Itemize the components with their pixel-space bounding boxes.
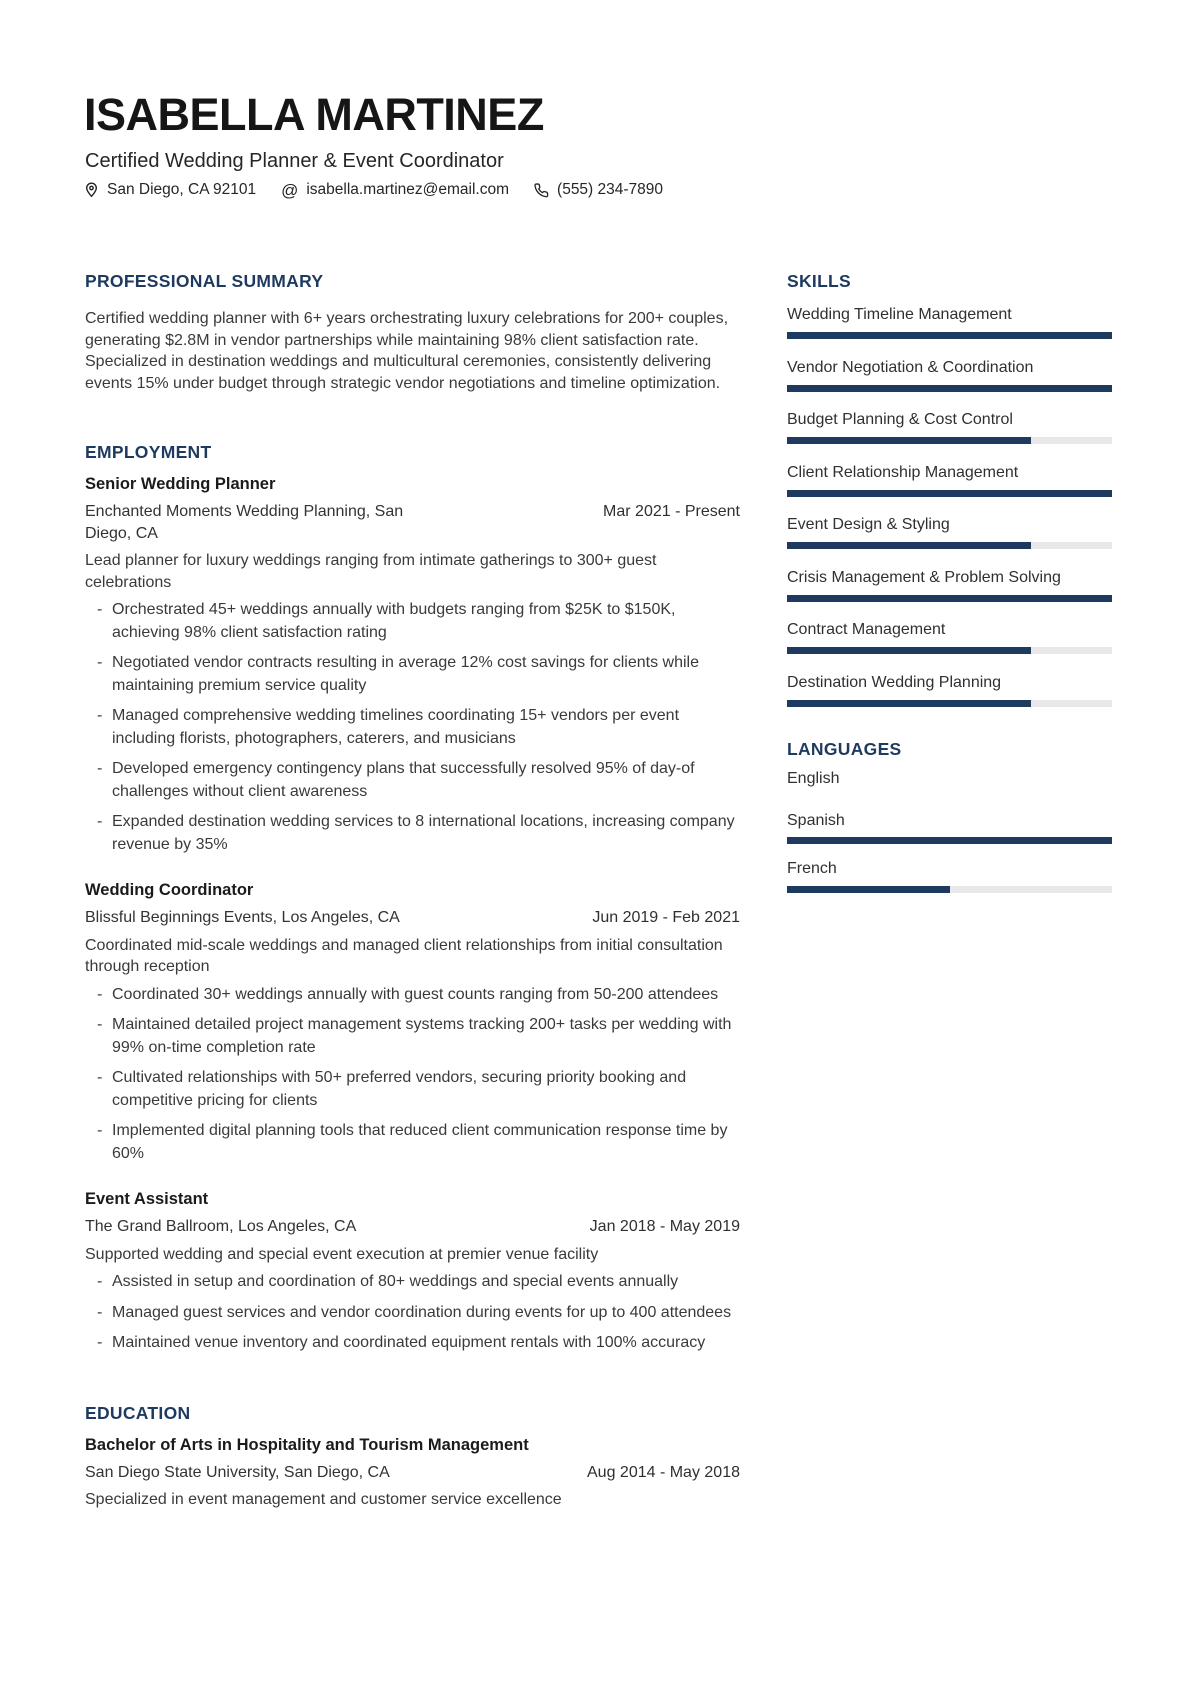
main-column <box>85 271 740 1511</box>
skill-label: Wedding Timeline Management <box>787 306 1012 323</box>
skill-bar <box>787 700 1112 707</box>
bullet-text: Managed comprehensive wedding timelines coordinating 15+ vendors per event including florists, photographers, caterers, and musicians <box>112 707 680 747</box>
skill-bar-fill <box>787 490 1112 497</box>
job-title: Wedding Coordinator <box>85 881 254 899</box>
summary-text: Certified wedding planner with 6+ years orchestrating luxury celebrations for 200+ couples, generating $2.8M in vendor partnerships while maintaining 98% client satisfaction rate. Specialized in destination weddings and multicultural ceremonies, consistently delivering events 15% under budget through strategic vendor negotiations and timeline optimization. <box>85 310 729 392</box>
skill-bar-fill <box>787 385 1112 392</box>
job-company: The Grand Ballroom, Los Angeles, CA <box>85 1218 357 1235</box>
bullet-text: Orchestrated 45+ weddings annually with budgets ranging from $25K to $150K, achieving 98% client satisfaction rating <box>112 601 676 641</box>
bullet-text: Coordinated 30+ weddings annually with guest counts ranging from 50-200 attendees <box>112 985 719 1003</box>
skill-bar-fill <box>787 647 1031 654</box>
bullet-dash: - <box>97 1069 103 1086</box>
bullet-text: Negotiated vendor contracts resulting in average 12% cost savings for clients while maintaining premium service quality <box>112 654 699 694</box>
bullet-dash: - <box>97 1334 103 1351</box>
bullet-item <box>85 599 740 644</box>
contact-email-text: isabella.martinez@email.com <box>306 181 510 198</box>
bullet-dash: - <box>97 1016 103 1033</box>
bullet-text: Assisted in setup and coordination of 80+ weddings and special events annually <box>112 1273 679 1290</box>
bullet-item <box>85 1014 740 1059</box>
skill-label: Crisis Management & Problem Solving <box>787 568 1061 586</box>
skill-bar <box>787 542 1112 549</box>
bullet-item <box>85 1271 740 1294</box>
job-dates: Mar 2021 - Present <box>603 503 740 520</box>
bullet-text: Maintained venue inventory and coordinated equipment rentals with 100% accuracy <box>112 1334 706 1351</box>
bullet-text: Maintained detailed project management systems tracking 200+ tasks per wedding with 99% on-time completion rate <box>112 1016 732 1056</box>
skill-label: Client Relationship Management <box>787 463 1019 481</box>
job-title: Senior Wedding Planner <box>85 475 276 493</box>
job-meta <box>85 1216 740 1238</box>
sidebar-column <box>787 271 1112 893</box>
language-bar-fill <box>787 837 1112 844</box>
skill-bar <box>787 385 1112 392</box>
bullet-dash: - <box>97 760 103 777</box>
bullet-dash: - <box>97 985 103 1003</box>
section-heading-languages: LANGUAGES <box>787 739 902 759</box>
education-dates: Aug 2014 - May 2018 <box>587 1463 740 1481</box>
job-entry <box>85 1189 740 1355</box>
candidate-title: Certified Wedding Planner & Event Coordinator <box>85 150 504 172</box>
job-lead: Supported wedding and special event execution at premier venue facility <box>85 1245 599 1263</box>
skill-label: Event Design & Styling <box>787 516 950 533</box>
bullet-text: Managed guest services and vendor coordination during events for up to 400 attendees <box>112 1303 732 1321</box>
skill-item <box>787 412 1112 444</box>
bullet-text: Expanded destination wedding services to 8 international locations, increasing company revenue by 35% <box>112 813 735 853</box>
email-at-icon: @ <box>281 180 299 200</box>
bullet-text: Implemented digital planning tools that reduced client communication response time by 60% <box>112 1122 728 1162</box>
location-pin-icon <box>84 182 99 198</box>
job-bullets <box>85 599 740 856</box>
skill-bar <box>787 490 1112 497</box>
section-education <box>85 1403 740 1511</box>
degree-title: Bachelor of Arts in Hospitality and Tourism Management <box>85 1435 529 1454</box>
language-label: Spanish <box>787 812 845 829</box>
section-heading-education: EDUCATION <box>85 1402 191 1423</box>
section-heading-skills: SKILLS <box>787 271 852 291</box>
bullet-dash: - <box>97 1273 103 1290</box>
bullet-item <box>85 652 740 697</box>
skill-item <box>787 465 1112 497</box>
job-bullets <box>85 1271 740 1355</box>
candidate-name: ISABELLA MARTINEZ <box>84 89 544 140</box>
skill-bar-fill <box>787 542 1031 549</box>
job-entry <box>85 474 740 856</box>
bullet-item <box>85 758 740 803</box>
skill-label: Destination Wedding Planning <box>787 673 1002 691</box>
contact-email <box>281 181 509 199</box>
section-heading-summary: PROFESSIONAL SUMMARY <box>85 271 324 291</box>
skill-bar <box>787 595 1112 602</box>
bullet-dash: - <box>97 654 103 671</box>
contact-location <box>84 181 256 199</box>
job-lead: Lead planner for luxury weddings ranging from intimate gatherings to 300+ guest celebrations <box>85 552 657 591</box>
skill-bar-fill <box>787 595 1112 602</box>
bullet-dash: - <box>97 601 103 618</box>
skill-item <box>787 570 1112 602</box>
skill-label: Contract Management <box>787 621 946 638</box>
bullet-dash: - <box>97 707 103 724</box>
skill-label: Vendor Negotiation & Coordination <box>787 358 1034 376</box>
section-heading-employment: EMPLOYMENT <box>85 442 212 462</box>
bullet-item <box>85 705 740 750</box>
language-label: English <box>787 770 840 787</box>
bullet-item <box>85 1067 740 1112</box>
skill-bar-fill <box>787 700 1031 707</box>
bullet-item <box>85 1332 740 1355</box>
bullet-text: Developed emergency contingency plans that successfully resolved 95% of day-of challenges without client awareness <box>112 760 695 800</box>
skill-bar-fill <box>787 332 1112 339</box>
contact-phone <box>534 181 663 199</box>
language-item <box>787 771 1112 787</box>
skill-label: Budget Planning & Cost Control <box>787 411 1013 428</box>
skill-item <box>787 360 1112 392</box>
skill-item <box>787 307 1112 339</box>
contact-row <box>84 181 663 199</box>
skill-bar <box>787 332 1112 339</box>
bullet-dash: - <box>97 813 103 830</box>
bullet-item <box>85 984 740 1007</box>
job-dates: Jun 2019 - Feb 2021 <box>592 909 740 926</box>
job-dates: Jan 2018 - May 2019 <box>589 1218 740 1235</box>
skill-item <box>787 517 1112 549</box>
bullet-item <box>85 1120 740 1165</box>
contact-location-text: San Diego, CA 92101 <box>107 181 257 198</box>
job-lead: Coordinated mid-scale weddings and managed client relationships from initial consultation through reception <box>85 936 723 975</box>
language-bar-fill <box>787 886 950 893</box>
phone-icon <box>534 183 549 198</box>
skill-bar-fill <box>787 437 1031 444</box>
language-item <box>787 861 1112 893</box>
job-company: Enchanted Moments Wedding Planning, San Diego, CA <box>85 503 404 542</box>
education-note: Specialized in event management and customer service excellence <box>85 1491 562 1508</box>
job-meta <box>85 501 740 544</box>
job-company: Blissful Beginnings Events, Los Angeles, CA <box>85 909 400 926</box>
school-name: San Diego State University, San Diego, CA <box>85 1463 390 1481</box>
skill-item <box>787 675 1112 707</box>
bullet-dash: - <box>97 1303 103 1321</box>
bullet-item <box>85 811 740 856</box>
bullet-item <box>85 1302 740 1325</box>
language-item <box>787 813 1112 844</box>
bullet-text: Cultivated relationships with 50+ preferred vendors, securing priority booking and competitive pricing for clients <box>112 1069 687 1109</box>
language-label: French <box>787 860 837 877</box>
skill-bar <box>787 647 1112 654</box>
bullet-dash: - <box>97 1122 103 1139</box>
job-bullets <box>85 984 740 1166</box>
language-bar <box>787 886 1112 893</box>
job-entry <box>85 880 740 1165</box>
job-title: Event Assistant <box>85 1190 209 1208</box>
section-employment <box>85 442 740 1355</box>
contact-phone-text: (555) 234-7890 <box>557 181 664 198</box>
skill-bar <box>787 437 1112 444</box>
job-meta <box>85 907 740 929</box>
skill-item <box>787 622 1112 654</box>
education-meta <box>85 1462 740 1484</box>
language-bar <box>787 837 1112 844</box>
